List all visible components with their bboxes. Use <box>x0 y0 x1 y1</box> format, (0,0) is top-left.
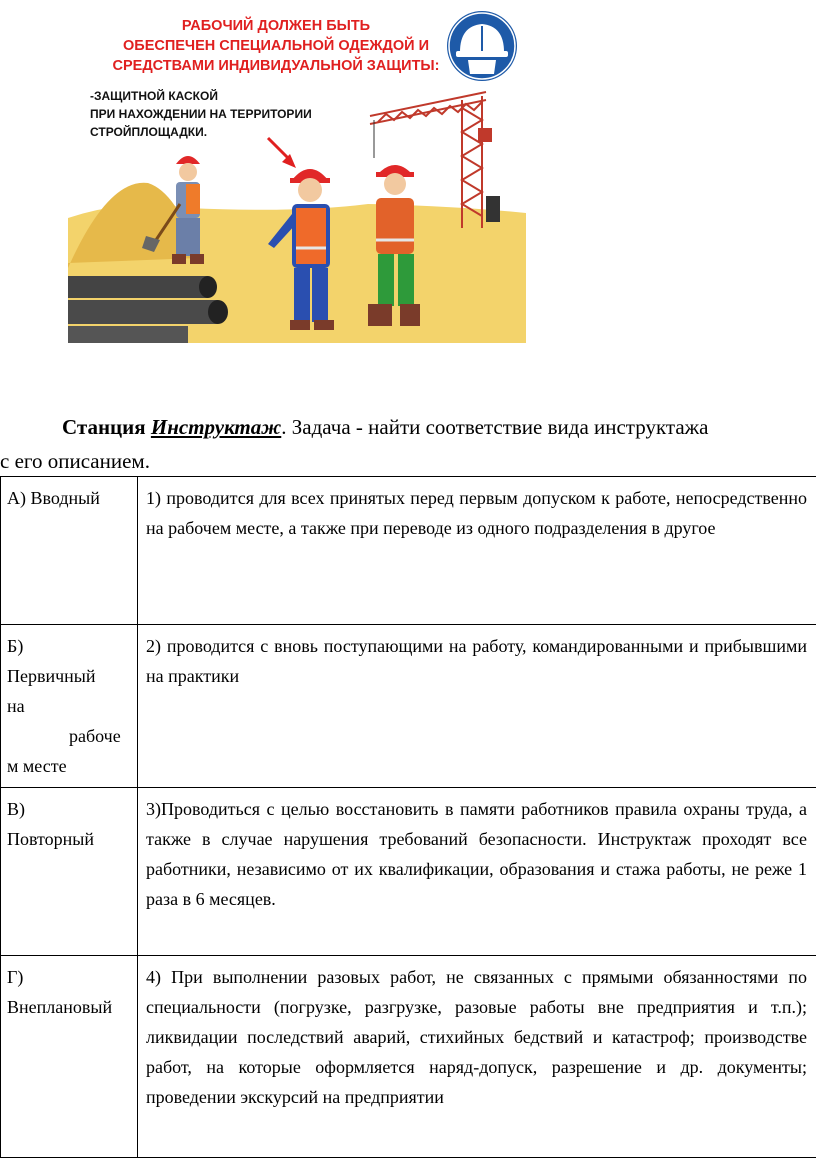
instruction-type-line: м месте <box>7 756 67 776</box>
instruction-type-line: рабоче <box>69 726 121 746</box>
poster-note-line-3: СТРОЙПЛОЩАДКИ. <box>90 125 208 139</box>
instruction-type: А) Вводный <box>7 488 100 508</box>
instruction-type-cell <box>1 956 138 1158</box>
instruction-type-line: Первичный <box>7 666 96 686</box>
instruction-type-line: Г) <box>7 967 24 987</box>
instruction-description: 1) проводится для всех принятых перед первым допуском к работе, непосредственно на рабочем месте, а также при переводе из одного подразделения в другое <box>138 477 816 625</box>
safety-poster-illustration <box>68 8 526 343</box>
instruction-type-line: Внеплановый <box>7 997 113 1017</box>
instruction-type-cell <box>1 788 138 956</box>
instruction-type-line: на <box>7 696 25 716</box>
task-caption <box>0 410 816 478</box>
table-row <box>1 956 816 1158</box>
instruction-type-cell <box>1 477 138 625</box>
instruction-description: 4) При выполнении разовых работ, не связанных с прямыми обязанностями по специальности (погрузке, разгрузке, разовые работы вне предприятия и т.п.); ликвидации последствий аварий, стихийных бедствий и катастроф; производстве работ, на которые оформляется наряд-допуск, разрешение и др. документы; проведении экскурсий на предприятии <box>138 956 816 1158</box>
poster-note-line-1: -ЗАЩИТНОЙ КАСКОЙ <box>90 89 218 103</box>
table-row <box>1 477 816 625</box>
instruction-description: 2) проводится с вновь поступающими на работу, командированными и прибывшими на практики <box>138 625 816 788</box>
arrow-icon <box>268 138 296 168</box>
instruction-type-line: Повторный <box>7 829 95 849</box>
instruction-description: 3)Проводиться с целью восстановить в памяти работников правила охраны труда, а также в случае нарушения требований безопасности. Инструктаж проходят все работники, независимо от их квалификации, образования и стажа работы, не реже 1 раза в 6 месяцев. <box>138 788 816 956</box>
station-word: Станция <box>62 415 146 439</box>
poster-heading-line-3: СРЕДСТВАМИ ИНДИВИДУАЛЬНОЙ ЗАЩИТЫ: <box>112 58 440 74</box>
task-text-line-2: с его описанием. <box>0 449 150 473</box>
instruction-type-cell <box>1 625 138 788</box>
hardhat-mandatory-sign-icon <box>447 11 517 81</box>
task-caption-line-1 <box>0 410 816 444</box>
table-row <box>1 788 816 956</box>
station-name: Инструктаж <box>150 415 282 439</box>
instruction-type-line: В) <box>7 799 25 819</box>
task-text-line-1: . Задача - найти соответствие вида инструктажа <box>281 415 709 439</box>
poster-heading-line-1: РАБОЧИЙ ДОЛЖЕН БЫТЬ <box>181 18 371 34</box>
crane-counterweight <box>486 196 500 222</box>
instruction-type-line: Б) <box>7 636 24 656</box>
safety-poster <box>68 8 526 343</box>
crane-cabin <box>478 128 492 142</box>
matching-table <box>0 476 816 1158</box>
poster-heading-line-2: ОБЕСПЕЧЕН СПЕЦИАЛЬНОЙ ОДЕЖДОЙ И <box>123 38 429 54</box>
table-row <box>1 625 816 788</box>
poster-note-line-2: ПРИ НАХОЖДЕНИИ НА ТЕРРИТОРИИ <box>90 107 312 121</box>
